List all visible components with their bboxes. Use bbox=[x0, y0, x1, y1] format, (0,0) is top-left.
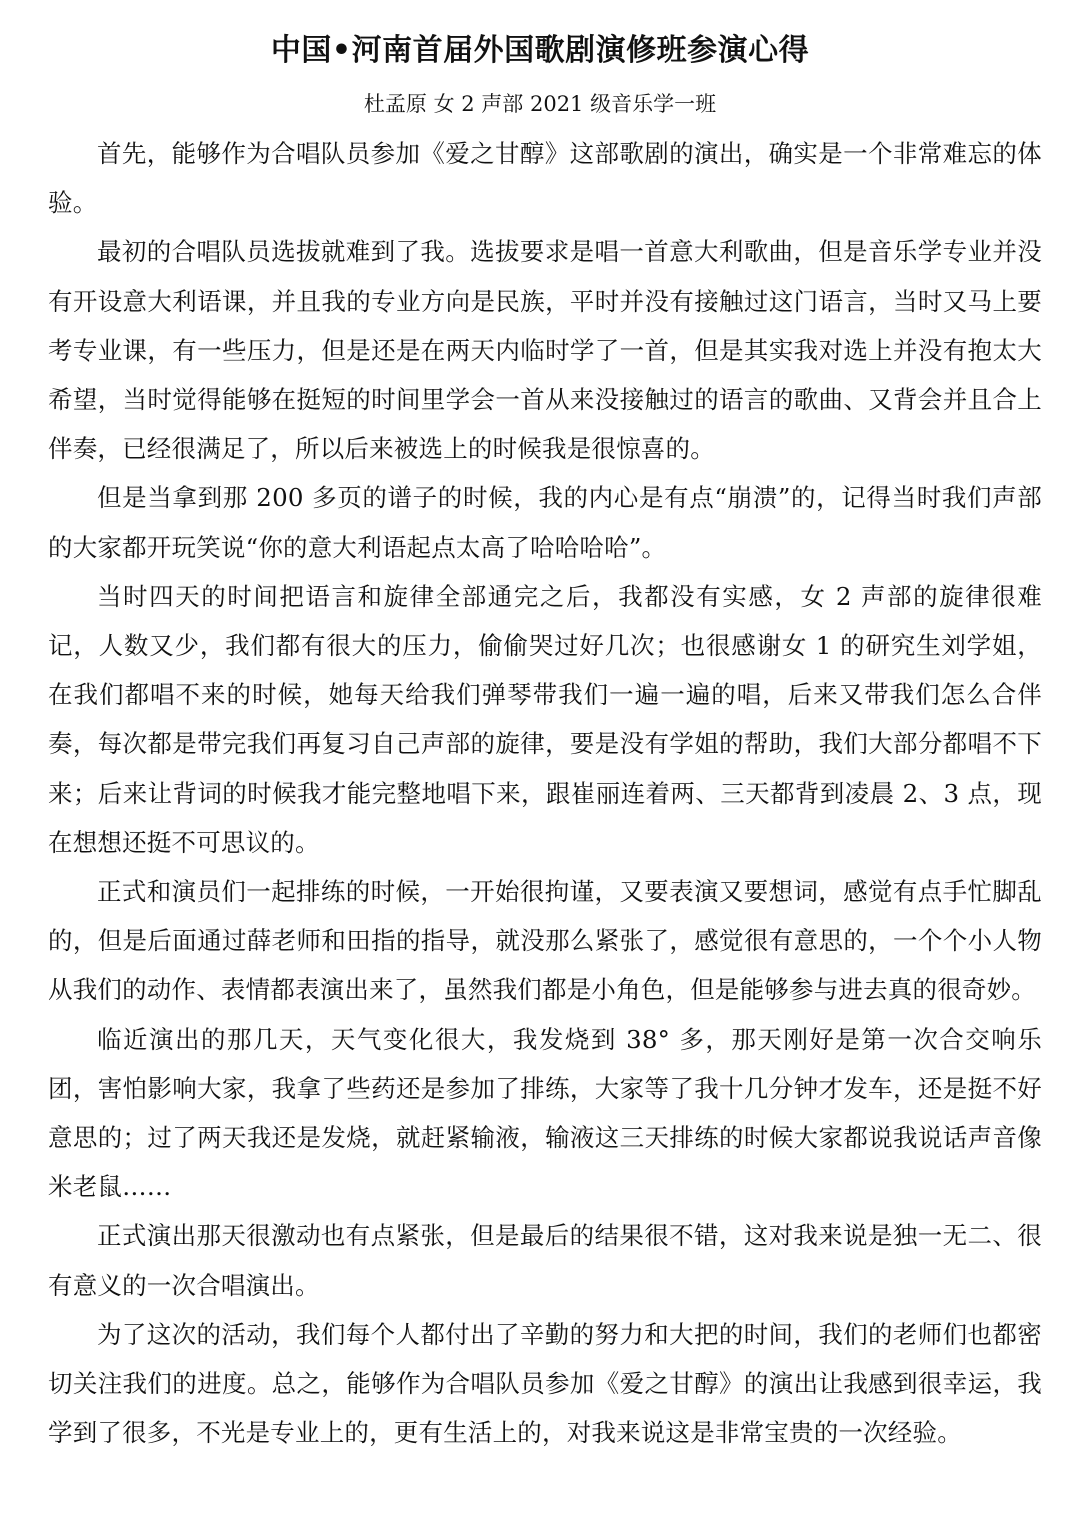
paragraph: 为了这次的活动，我们每个人都付出了辛勤的努力和大把的时间，我们的老师们也都密切关注我们的进度。总之，能够作为合唱队员参加《爱之甘醇》的演出让我感到很幸运，我学到了很多，不光是专业上的，更有生活上的，对我来说这是非常宝贵的一次经验。 bbox=[48, 1319, 1042, 1448]
document-body bbox=[48, 129, 1042, 1457]
paragraph: 首先，能够作为合唱队员参加《爱之甘醇》这部歌剧的演出，确实是一个非常难忘的体验。 bbox=[48, 139, 1042, 218]
paragraph: 最初的合唱队员选拔就难到了我。选拔要求是唱一首意大利歌曲，但是音乐学专业并没有开设意大利语课，并且我的专业方向是民族，平时并没有接触过这门语言，当时又马上要考专业课，有一些压力，但是还是在两天内临时学了一首，但是其实我对选上并没有抱太大希望，当时觉得能够在挺短的时间里学会一首从来没接触过的语言的歌曲、又背会并且合上伴奏，已经很满足了，所以后来被选上的时候我是很惊喜的。 bbox=[48, 237, 1042, 464]
paragraph: 临近演出的那几天，天气变化很大，我发烧到 38° 多，那天刚好是第一次合交响乐团，害怕影响大家，我拿了些药还是参加了排练，大家等了我十几分钟才发车，还是挺不好意思的；过了两天我还是发烧，就赶紧输液，输液这三天排练的时候大家都说我说话声音像米老鼠…… bbox=[48, 1024, 1042, 1202]
paragraph: 但是当拿到那 200 多页的谱子的时候，我的内心是有点“崩溃”的，记得当时我们声部的大家都开玩笑说“你的意大利语起点太高了哈哈哈哈”。 bbox=[48, 483, 1042, 562]
paragraph: 正式和演员们一起排练的时候，一开始很拘谨，又要表演又要想词，感觉有点手忙脚乱的，但是后面通过薛老师和田指的指导，就没那么紧张了，感觉很有意思的，一个个小人物从我们的动作、表情都表演出来了，虽然我们都是小角色，但是能够参与进去真的很奇妙。 bbox=[48, 877, 1042, 1005]
author-byline: 杜孟原 女 2 声部 2021 级音乐学一班 bbox=[363, 92, 717, 116]
paragraph: 当时四天的时间把语言和旋律全部通完之后，我都没有实感，女 2 声部的旋律很难记，人数又少，我们都有很大的压力，偷偷哭过好几次；也很感谢女 1 的研究生刘学姐，在我们都唱不来的时候，她每天给我们弹琴带我们一遍一遍的唱，后来又带我们怎么合伴奏，每次都是带完我们再复习自己声部的旋律，要是没有学姐的帮助，我们大部分都唱不下来；后来让背词的时候我才能完整地唱下来，跟崔丽连着两、三天都背到凌晨 2、3 点，现在想想还挺不可思议的。 bbox=[48, 581, 1042, 857]
paragraph: 正式演出那天很激动也有点紧张，但是最后的结果很不错，这对我来说是独一无二、很有意义的一次合唱演出。 bbox=[48, 1221, 1042, 1300]
document-title: 中国•河南首届外国歌剧演修班参演心得 bbox=[270, 33, 810, 68]
